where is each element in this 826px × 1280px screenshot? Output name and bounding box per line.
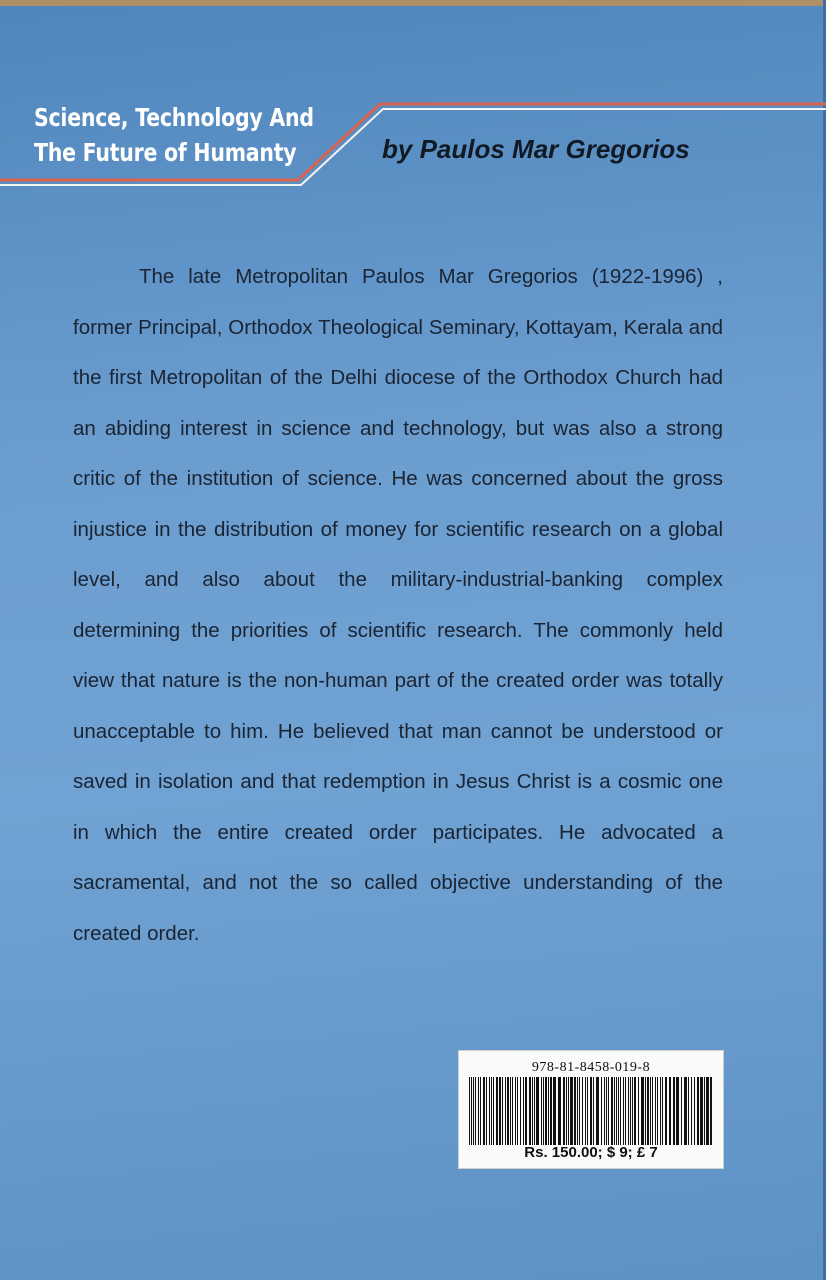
barcode-bar	[480, 1077, 481, 1145]
barcode-bar	[608, 1077, 609, 1145]
barcode-bar	[548, 1077, 549, 1145]
barcode-bar	[579, 1077, 580, 1145]
barcode-bar	[563, 1077, 565, 1145]
barcode-bar	[505, 1077, 506, 1145]
price-label: Rs. 150.00; $ 9; £ 7	[524, 1144, 658, 1161]
blurb-paragraph: The late Metropolitan Paulos Mar Gregorios (1922-1996) , former Principal, Orthodox Theological Seminary, Kottayam, Kerala and the first Metropolitan of the Delhi diocese of the Orthodox Church had an abiding interest in science and technology, but was also a strong critic of the institution of science. He was concerned about the gross injustice in the distribution of money for scientific research on a global level, and also about the military-industrial-banking complex determining the priorities of scientific research. The commonly held view that nature is the non-human part of the created order was totally unacceptable to him. He believed that man cannot be understood or saved in isolation and that redemption in Jesus Christ is a cosmic one in which the entire created order participates. He advocated a sacramental, and not the so called objective understanding of the created order.	[73, 265, 723, 945]
barcode-bar	[512, 1077, 513, 1145]
barcode-bar	[665, 1077, 667, 1145]
barcode-bar	[493, 1077, 494, 1145]
isbn-number: 978-81-8458-019-8	[531, 1060, 651, 1075]
barcode-bar	[601, 1077, 602, 1145]
barcode-bar	[634, 1077, 636, 1145]
barcode-bar	[471, 1077, 472, 1145]
barcode-bar	[515, 1077, 516, 1145]
barcode-bar	[681, 1077, 682, 1145]
barcode-bar	[611, 1077, 613, 1145]
barcode-bar	[517, 1077, 518, 1145]
barcode-bar	[510, 1077, 511, 1145]
barcode-bar	[520, 1077, 521, 1145]
barcode-bar	[604, 1077, 605, 1145]
barcode-bar	[691, 1077, 692, 1145]
barcode-bar	[483, 1077, 485, 1145]
barcode-bar	[669, 1077, 671, 1145]
barcode-bar	[657, 1077, 658, 1145]
barcode-bar	[630, 1077, 631, 1145]
barcode-bar	[704, 1077, 705, 1145]
barcode-bar	[496, 1077, 498, 1145]
barcode-bar	[566, 1077, 567, 1145]
barcode-bar	[623, 1077, 624, 1145]
barcode-bar	[489, 1077, 490, 1145]
book-title	[34, 100, 314, 170]
barcode-bar	[706, 1077, 709, 1145]
barcode-bar	[558, 1077, 561, 1145]
barcode-bar	[638, 1077, 639, 1145]
barcode-bar	[655, 1077, 656, 1145]
barcode-bar	[502, 1077, 503, 1145]
barcode-bar	[618, 1077, 619, 1145]
barcode-bar	[652, 1077, 653, 1145]
author-name: by Paulos Mar Gregorios	[382, 134, 690, 164]
barcode-bar	[532, 1077, 533, 1145]
barcode-bar	[553, 1077, 556, 1145]
barcode-bar	[525, 1077, 527, 1145]
barcode-bar	[620, 1077, 621, 1145]
barcode-bar	[536, 1077, 539, 1145]
barcode-bar	[593, 1077, 594, 1145]
cover-top-edge	[0, 0, 826, 6]
book-title-line-1: Science, Technology And	[34, 103, 314, 132]
barcode-bar	[582, 1077, 583, 1145]
barcode-icon	[469, 1077, 715, 1145]
barcode-bar	[587, 1077, 588, 1145]
barcode-bar	[534, 1077, 535, 1145]
barcode-bar	[543, 1077, 544, 1145]
barcode-bar	[650, 1077, 651, 1145]
barcode-bar	[710, 1077, 712, 1145]
book-title-line-2: The Future of Humanty	[34, 138, 297, 167]
barcode-bar	[614, 1077, 615, 1145]
barcode-bar	[478, 1077, 479, 1145]
barcode-bar	[570, 1077, 573, 1145]
barcode-bar	[568, 1077, 569, 1145]
barcode-bar	[645, 1077, 646, 1145]
barcode-bar	[641, 1077, 644, 1145]
barcode-bar	[606, 1077, 607, 1145]
barcode-bar	[616, 1077, 617, 1145]
barcode-bar	[473, 1077, 474, 1145]
barcode-bar	[486, 1077, 487, 1145]
barcode-bar	[475, 1077, 476, 1145]
barcode-bar	[596, 1077, 599, 1145]
barcode-label	[458, 1050, 724, 1169]
barcode-bar	[523, 1077, 524, 1145]
barcode-bar	[694, 1077, 695, 1145]
barcode-bar	[590, 1077, 592, 1145]
barcode-bar	[676, 1077, 679, 1145]
barcode-bar	[625, 1077, 626, 1145]
barcode-bar	[585, 1077, 586, 1145]
barcode-bar	[499, 1077, 501, 1145]
barcode-bar	[688, 1077, 689, 1145]
barcode-bar	[529, 1077, 531, 1145]
barcode-bar	[660, 1077, 661, 1145]
barcode-bar	[577, 1077, 578, 1145]
barcode-bar	[574, 1077, 576, 1145]
barcode-bar	[697, 1077, 699, 1145]
barcode-bar	[628, 1077, 629, 1145]
barcode-bar	[507, 1077, 509, 1145]
barcode-bar	[545, 1077, 547, 1145]
barcode-bar	[700, 1077, 703, 1145]
barcode-bar	[647, 1077, 649, 1145]
barcode-bar	[662, 1077, 663, 1145]
barcode-bar	[632, 1077, 633, 1145]
barcode-bar	[491, 1077, 492, 1145]
barcode-bar	[673, 1077, 675, 1145]
barcode-bar	[550, 1077, 552, 1145]
barcode-bar	[469, 1077, 470, 1145]
barcode-bar	[541, 1077, 542, 1145]
barcode-bar	[684, 1077, 687, 1145]
